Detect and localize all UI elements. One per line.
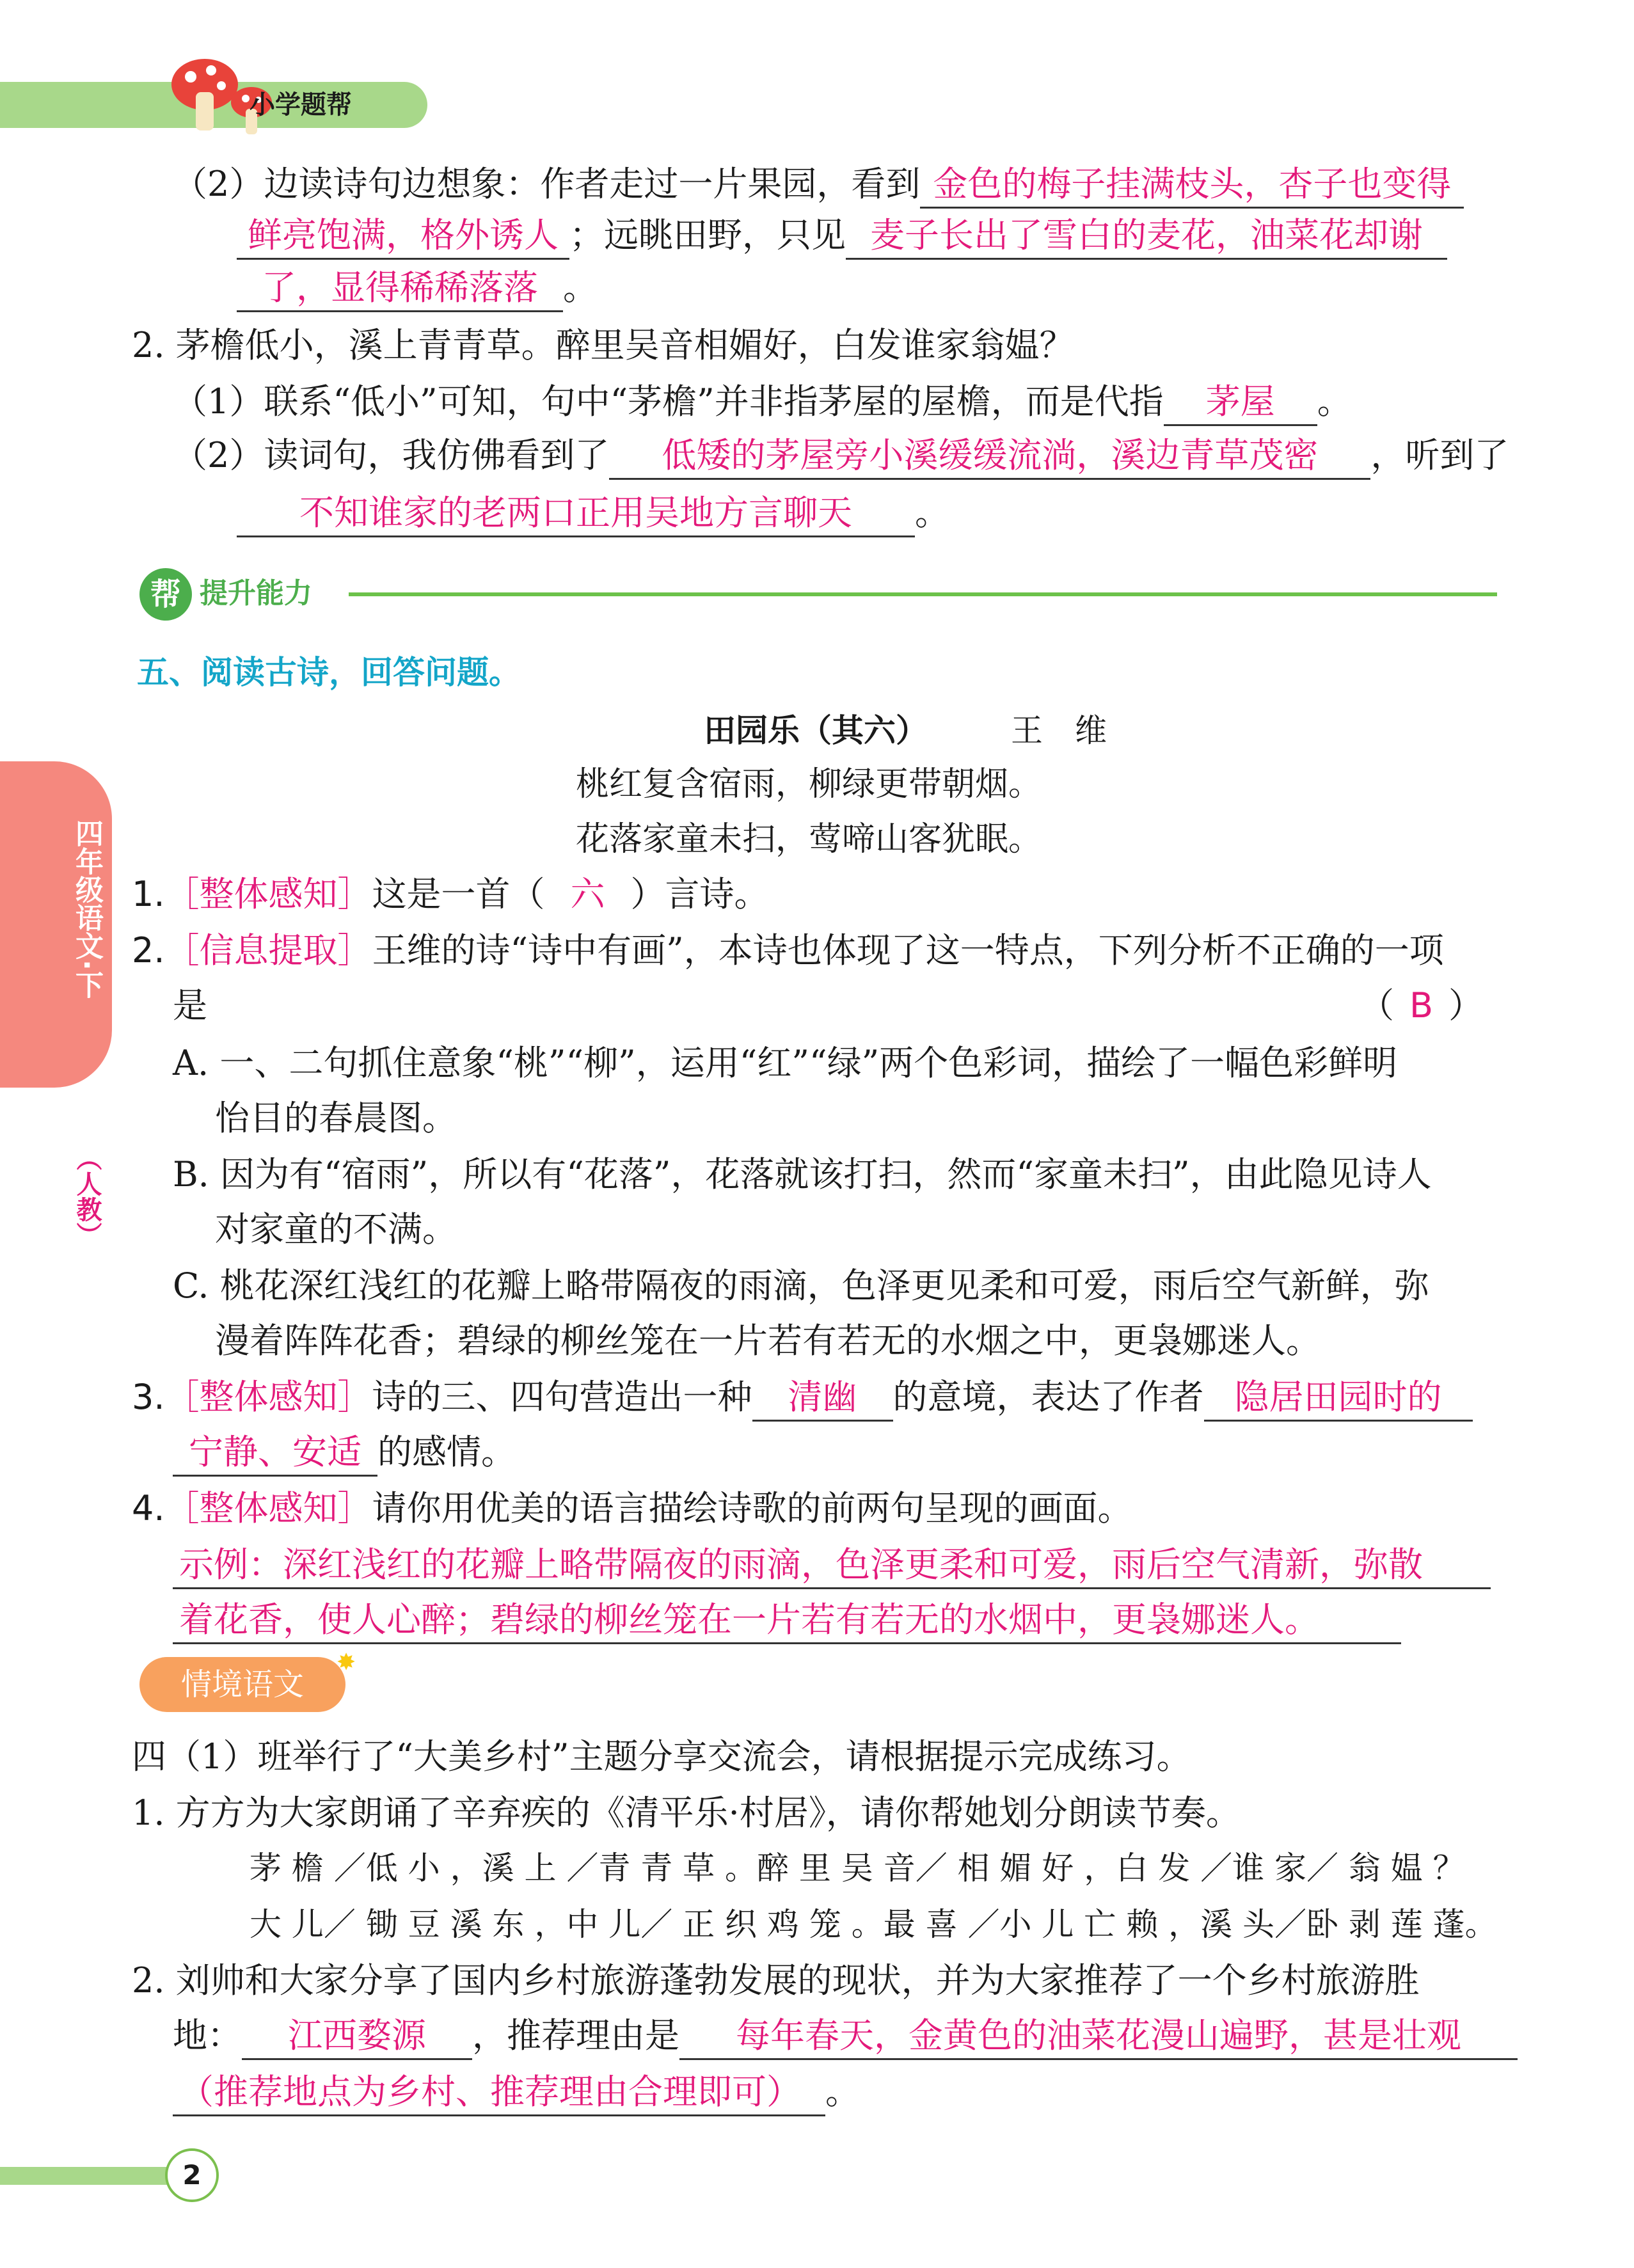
five-q1-answer: 六 [570, 874, 605, 914]
q2-sub2-answer-1: 低矮的茅屋旁小溪缓缓流淌，溪边青草茂密 [609, 433, 1370, 480]
five-q2-text-2: 是 [173, 985, 207, 1026]
five-q3-end: 的感情。 [377, 1432, 516, 1472]
context-badge: 情境语文 [139, 1657, 345, 1712]
five-q4-number: 4. [132, 1488, 165, 1528]
q1-2-answer-1b: 鲜亮饱满，格外诱人 [237, 213, 569, 260]
exercise-five-heading: 五、阅读古诗，回答问题。 [137, 654, 521, 691]
poem-line-2: 花落家童未扫，莺啼山客犹眠。 [576, 820, 1042, 859]
five-q2-paren-open: （ [1360, 985, 1394, 1026]
q2-stem: 2. 茅檐低小，溪上青青草。醉里吴音相媚好，白发谁家翁媪？ [132, 325, 1074, 365]
five-q2-option-c-1: C. 桃花深红浅红的花瓣上略带隔夜的雨滴，色泽更见柔和可爱，雨后空气新鲜，弥 [173, 1265, 1429, 1306]
q1-2-answer-2b: 了，显得稀稀落落 [237, 266, 563, 312]
section-divider [349, 592, 1497, 596]
five-q3-number: 3. [132, 1377, 165, 1417]
five-q3-line2 [173, 1427, 516, 1478]
context-q2-prefix: 地： [173, 2015, 242, 2056]
side-tab-edition: （人教） [72, 1145, 102, 1248]
five-q4-tag: ［整体感知］ [164, 1488, 372, 1528]
q2-sub2-mid: ，听到了 [1370, 435, 1509, 475]
five-q1-tag: ［整体感知］ [164, 874, 372, 914]
five-q2-option-a-2: 怡目的春晨图。 [215, 1098, 457, 1138]
context-q2-answer-2a: 每年春天，金黄色的油菜花漫山遍野，甚是壮观 [679, 2013, 1518, 2060]
five-q3-tag: ［整体感知］ [164, 1377, 372, 1417]
five-q1-number: 1. [132, 874, 165, 914]
q2-sub2-prefix: （2）读词句，我仿佛看到了 [173, 435, 610, 475]
section-ability-title: 提升能力 [200, 577, 312, 610]
five-q2-option-b-2: 对家童的不满。 [215, 1209, 457, 1249]
q1-2-line3 [237, 262, 598, 313]
q2-sub1 [173, 376, 1352, 427]
five-q3-answer-2b: 宁静、安适 [173, 1430, 377, 1477]
q2-sub1-answer: 茅屋 [1164, 379, 1317, 426]
q1-2-mid: ；远眺田野，只见 [569, 215, 846, 255]
brand-label: 小学题帮 [250, 90, 352, 120]
five-q2-option-c-2: 漫着阵阵花香；碧绿的柳丝笼在一片若有若无的水烟之中，更袅娜迷人。 [215, 1320, 1321, 1361]
q1-2-line1 [173, 159, 1464, 210]
five-q2-answer-bracket [1360, 980, 1483, 1031]
five-q3-mid: 的意境，表达了作者 [892, 1377, 1204, 1417]
five-q2-paren-close: ） [1448, 985, 1484, 1026]
context-q2-line2 [173, 2010, 1518, 2061]
five-q3-line1 [132, 1372, 1473, 1423]
q2-sub2-line1 [173, 430, 1509, 481]
five-q3-answer-2a: 隐居田园时的 [1204, 1375, 1473, 1422]
five-q2-answer: B [1409, 985, 1434, 1026]
context-q2-line1: 2. 刘帅和大家分享了国内乡村旅游蓬勃发展的现状，并为大家推荐了一个乡村旅游胜 [132, 1960, 1420, 2001]
q2-sub1-prefix: （1）联系“低小”可知，句中“茅檐”并非指茅屋的屋檐，而是代指 [173, 381, 1164, 422]
context-q2-mid: ，推荐理由是 [472, 2015, 679, 2056]
side-tab-grade: 四年级语文·下 [70, 819, 103, 999]
five-q4-answer-1: 示例：深红浅红的花瓣上略带隔夜的雨滴，色泽更柔和可爱，雨后空气清新，弥散 [173, 1542, 1491, 1589]
poem-author: 王 维 [1011, 712, 1107, 749]
five-q4-answer-2: 着花香，使人心醉；碧绿的柳丝笼在一片若有若无的水烟中，更袅娜迷人。 [173, 1598, 1401, 1644]
footer-bar [0, 2167, 173, 2185]
poem-line-1: 桃红复含宿雨，柳绿更带朝烟。 [576, 765, 1042, 804]
q1-2-prefix: （2）边读诗句边想象：作者走过一片果园，看到 [173, 164, 921, 204]
section-ability-icon: 帮 [139, 568, 192, 621]
q2-sub2-line2 [237, 488, 949, 539]
q1-2-line2 [237, 210, 1447, 261]
five-q4-answer-line2 [173, 1594, 1401, 1645]
page-number: 2 [165, 2148, 219, 2202]
q2-sub2-end: 。 [915, 493, 949, 533]
five-q2-text: 王维的诗“诗中有画”，本诗也体现了这一特点，下列分析不正确的一项 [372, 930, 1444, 971]
five-q2-number: 2. [132, 930, 165, 971]
star-icon: ✸ [337, 1649, 356, 1676]
q1-2-answer-1a: 金色的梅子挂满枝头，杏子也变得 [920, 162, 1464, 209]
five-q1-end: ）言诗。 [630, 874, 769, 914]
five-q3-prefix: 诗的三、四句营造出一种 [372, 1377, 752, 1417]
context-q2-line3 [173, 2066, 860, 2118]
five-q4-text: 请你用优美的语言描绘诗歌的前两句呈现的画面。 [372, 1488, 1132, 1528]
q1-2-end: 。 [563, 267, 598, 308]
q2-sub2-answer-2: 不知谁家的老两口正用吴地方言聊天 [237, 491, 915, 537]
five-q1 [132, 869, 769, 920]
five-q2-line1 [132, 925, 1444, 976]
context-q2-answer-2b: （推荐地点为乡村、推荐理由合理即可） [173, 2070, 825, 2116]
context-q2-answer-1: 江西婺源 [242, 2013, 472, 2060]
five-q1-prefix: 这是一首（ [372, 874, 545, 914]
five-q3-answer-1: 清幽 [752, 1375, 893, 1422]
five-q2-option-b-1: B. 因为有“宿雨”，所以有“花落”，花落就该打扫，然而“家童未扫”，由此隐见诗人 [173, 1154, 1432, 1194]
q1-2-answer-2a: 麦子长出了雪白的麦花，油菜花却谢 [846, 213, 1447, 260]
q2-sub1-end: 。 [1317, 381, 1352, 422]
context-q1: 1. 方方为大家朗诵了辛弃疾的《清平乐·村居》，请你帮她划分朗读节奏。 [132, 1793, 1241, 1833]
context-rhythm-2: 大 儿／ 锄 豆 溪 东 ，中 儿／ 正 织 鸡 笼 。最 喜 ／小 儿 亡 赖 ，溪 头／卧 剥 莲 蓬。 [250, 1906, 1497, 1943]
poem-title: 田园乐（其六） [704, 712, 928, 749]
five-q4-answer-line1 [173, 1539, 1491, 1590]
context-rhythm-1: 茅 檐 ／低 小 ，溪 上 ／青 青 草 。醉 里 吴 音／ 相 媚 好 ，白 发 ／谁 家／ 翁 媪 ？ [250, 1850, 1465, 1887]
context-q2-end: 。 [825, 2072, 860, 2112]
five-q2-option-a-1: A. 一、二句抓住意象“桃”“柳”，运用“红”“绿”两个色彩词，描绘了一幅色彩鲜明 [173, 1043, 1398, 1083]
context-intro: 四（1）班举行了“大美乡村”主题分享交流会，请根据提示完成练习。 [132, 1736, 1191, 1777]
five-q4 [132, 1483, 1132, 1534]
five-q2-tag: ［信息提取］ [164, 930, 372, 971]
